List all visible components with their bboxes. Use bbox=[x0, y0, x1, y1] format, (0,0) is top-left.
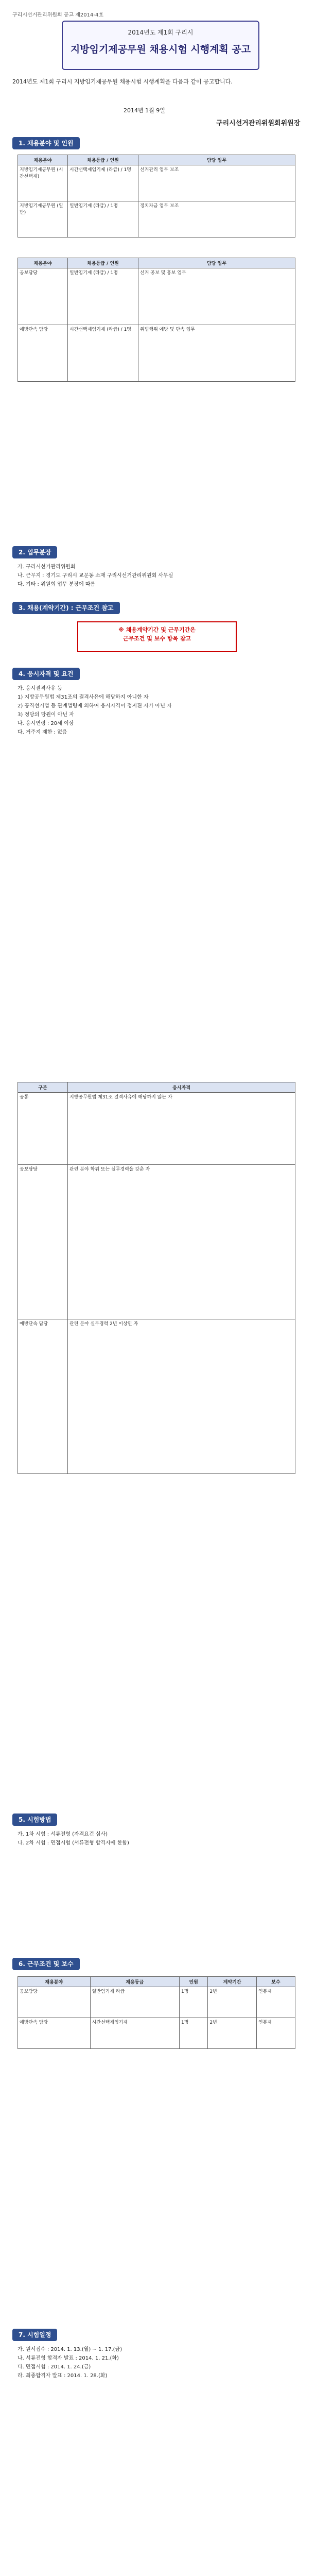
table4-header: 채용분야 bbox=[18, 1977, 91, 1987]
table-cell: 공보담당 bbox=[18, 268, 68, 325]
table-cell: 지방임기제공무원 (일반) bbox=[18, 201, 68, 238]
section-4-title: 4. 응시자격 및 요건 bbox=[12, 668, 80, 680]
table-row bbox=[18, 325, 295, 382]
table4-header: 계약기간 bbox=[208, 1977, 257, 1987]
organization-name: 구리시선거관리위원회위원장 bbox=[216, 120, 301, 127]
table-cell: 선거관리 업무 보조 bbox=[138, 165, 295, 201]
section-6-title: 6. 근무조건 및 보수 bbox=[12, 1958, 80, 1970]
table-cell: 선거 공보 및 홍보 업무 bbox=[138, 268, 295, 325]
table-cell: 예방단속 담당 bbox=[18, 325, 68, 382]
title-line1: 2014년도 제1회 구리시 bbox=[128, 29, 194, 36]
title-line2: 지방임기제공무원 채용시험 시행계획 공고 bbox=[70, 44, 251, 55]
table-row bbox=[18, 1319, 295, 1474]
notice-number: 구리시선거관리위원회 공고 제2014-4호 bbox=[12, 12, 104, 18]
table-cell: 1명 bbox=[180, 2018, 208, 2049]
table-row bbox=[18, 1987, 295, 2018]
table-cell: 2년 bbox=[208, 1987, 257, 2018]
table4-header: 보수 bbox=[256, 1977, 295, 1987]
table-cell: 지방임기제공무원 (시간선택제) bbox=[18, 165, 68, 201]
table-cell: 공보담당 bbox=[18, 1165, 68, 1319]
table-cell: 2년 bbox=[208, 2018, 257, 2049]
table-cell: 정치자금 업무 보조 bbox=[138, 201, 295, 238]
recruit-table-1 bbox=[17, 155, 295, 238]
section-2-text: 가. 구리시선거관리위원회 나. 근무지 : 경기도 구리시 교문동 소재 구리시선거관리위원회 사무실 다. 기타 : 위원회 업무 분장에 따름 bbox=[17, 564, 173, 587]
table1-header: 채용분야 bbox=[18, 155, 68, 165]
table-row bbox=[18, 268, 295, 325]
table-cell: 일반임기제 (라급) / 1명 bbox=[68, 201, 138, 238]
table-cell: 위법행위 예방 및 단속 업무 bbox=[138, 325, 295, 382]
table-cell: 연봉제 bbox=[256, 2018, 295, 2049]
section-3-title: 3. 채용(계약기간) : 근무조건 참고 bbox=[12, 602, 120, 614]
table-cell: 일반임기제 (라급) / 1명 bbox=[68, 268, 138, 325]
contract-notice-line1: ※ 채용계약기간 및 근무기간은 bbox=[118, 626, 196, 633]
table3-header: 응시자격 bbox=[68, 1082, 295, 1093]
table-row bbox=[18, 1093, 295, 1165]
section-2-title: 2. 업무분장 bbox=[12, 546, 57, 558]
section-5-text: 가. 1차 시험 : 서류전형 (자격요건 심사) 나. 2차 시험 : 면접시험 (서류전형 합격자에 한함) bbox=[17, 1832, 129, 1846]
intro-text: 2014년도 제1회 구리시 지방임기제공무원 채용시험 시행계획을 다음과 같이 공고합니다. bbox=[12, 78, 233, 85]
table-cell: 관련 분야 실무경력 2년 이상인 자 bbox=[68, 1319, 295, 1474]
table2-header: 채용분야 bbox=[18, 258, 68, 268]
table3-header: 구분 bbox=[18, 1082, 68, 1093]
table2-header: 채용등급 / 인원 bbox=[68, 258, 138, 268]
table-cell: 공통 bbox=[18, 1093, 68, 1165]
title-box bbox=[62, 21, 259, 70]
section-7-title: 7. 시험일정 bbox=[12, 2329, 57, 2341]
qualification-table bbox=[17, 1082, 295, 1474]
section-7-text: 가. 원서접수 : 2014. 1. 13.(월) ~ 1. 17.(금) 나. 서류전형 합격자 발표 : 2014. 1. 21.(화) 다. 면접시험 : 2014. 1. 24.(금) 라. 최종합격자 발표 : 2014. 1. 28.(화) bbox=[17, 2347, 122, 2379]
table-cell: 시간선택제임기제 bbox=[90, 2018, 179, 2049]
section-4-text: 가. 응시결격사유 등 1) 지방공무원법 제31조의 결격사유에 해당하지 아니한 자 2) 공직선거법 등 관계법령에 의하여 응시자격이 정지된 자가 아닌 자 3) 정당의 당원이 아닌 자 나. 응시연령 : 20세 이상 다. 거주지 제한 : 없음 bbox=[17, 686, 172, 735]
recruit-table-2 bbox=[17, 258, 295, 382]
table1-header: 담당 업무 bbox=[138, 155, 295, 165]
table2-header: 담당 업무 bbox=[138, 258, 295, 268]
contract-notice-box bbox=[77, 621, 237, 652]
table-cell: 관련 분야 학위 또는 실무경력을 갖춘 자 bbox=[68, 1165, 295, 1319]
notice-date: 2014년 1월 9일 bbox=[124, 107, 165, 114]
table-cell: 1명 bbox=[180, 1987, 208, 2018]
contract-notice-line2: 근무조건 및 보수 항목 참고 bbox=[122, 635, 191, 642]
table-cell: 일반임기제 라급 bbox=[90, 1987, 179, 2018]
table-cell: 지방공무원법 제31조 결격사유에 해당하지 않는 자 bbox=[68, 1093, 295, 1165]
section-1-title: 1. 채용분야 및 인원 bbox=[12, 137, 80, 149]
table-cell: 연봉제 bbox=[256, 1987, 295, 2018]
table-row bbox=[18, 165, 295, 201]
table-cell: 시간선택제임기제 (라급) / 1명 bbox=[68, 165, 138, 201]
table4-header: 인원 bbox=[180, 1977, 208, 1987]
table1-header: 채용등급 / 인원 bbox=[68, 155, 138, 165]
table-row bbox=[18, 201, 295, 238]
table4-header: 채용등급 bbox=[90, 1977, 179, 1987]
conditions-table bbox=[17, 1976, 295, 2049]
table-row bbox=[18, 2018, 295, 2049]
table-cell: 시간선택제임기제 (라급) / 1명 bbox=[68, 325, 138, 382]
table-cell: 공보담당 bbox=[18, 1987, 91, 2018]
section-5-title: 5. 시험방법 bbox=[12, 1814, 57, 1826]
table-cell: 예방단속 담당 bbox=[18, 2018, 91, 2049]
table-cell: 예방단속 담당 bbox=[18, 1319, 68, 1474]
table-row bbox=[18, 1165, 295, 1319]
